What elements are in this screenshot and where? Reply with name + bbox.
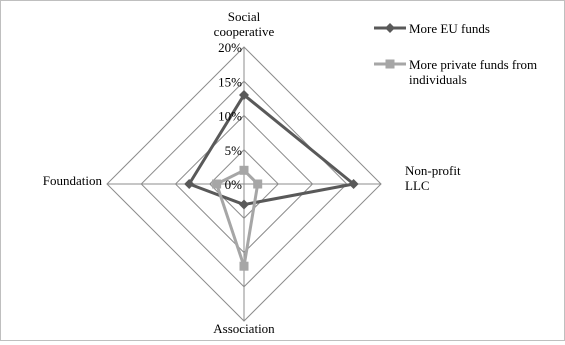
axis-label-foundation: Foundation [42, 173, 102, 188]
series-1-point-0 [240, 166, 249, 175]
tick-label-1: 5% [224, 142, 242, 158]
legend-marker-0 [385, 23, 395, 33]
legend-marker-1 [386, 60, 395, 69]
tick-label-2: 10% [218, 108, 242, 124]
legend-label-1: More private funds from individuals [409, 57, 538, 87]
series-1-point-2 [240, 262, 249, 271]
series-0-point-2 [239, 200, 249, 210]
axis-label-non-profit-llc: Non-profit LLC [405, 163, 461, 193]
radar-chart [1, 1, 564, 340]
tick-label-3: 15% [218, 74, 242, 90]
series-1-point-3 [212, 180, 221, 189]
axis-label-social-cooperative: Social cooperative [213, 9, 275, 39]
tick-label-4: 20% [218, 40, 242, 55]
tick-label-0: 0% [224, 177, 242, 192]
axis-label-association: Association [213, 321, 275, 336]
legend-label-0: More EU funds [409, 21, 490, 36]
series-1-point-1 [253, 180, 262, 189]
